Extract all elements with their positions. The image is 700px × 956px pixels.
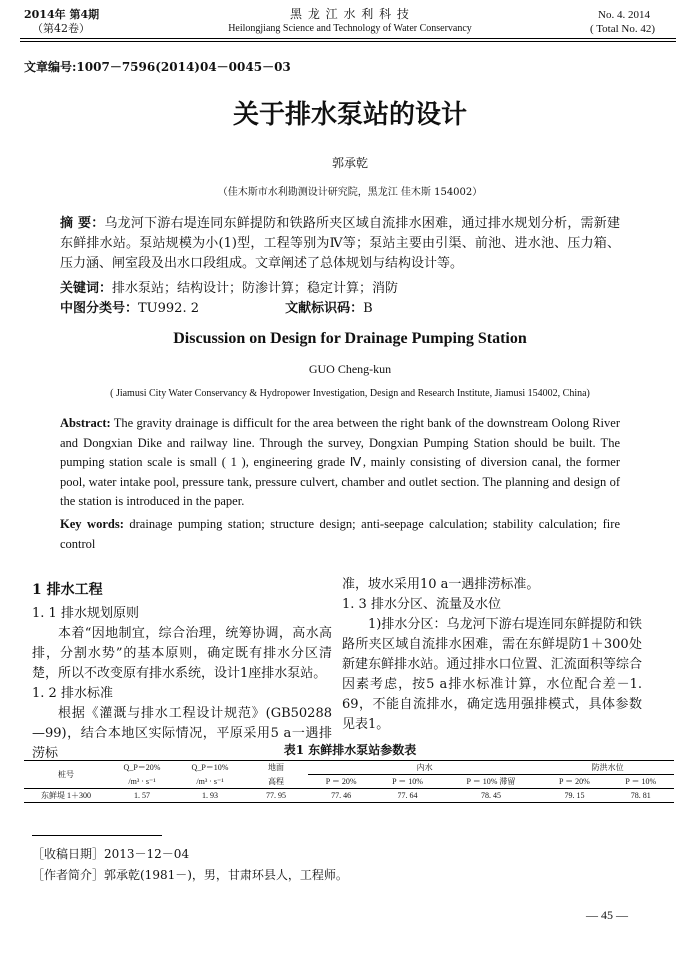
page-number: — 45 — bbox=[586, 908, 628, 922]
header-rule-2 bbox=[20, 41, 676, 42]
section-1-3-text: 1)排水分区：乌龙河下游右堤连同东鲜提防和铁路所夹区域自流排水困难，需在东鲜堤防1＋300处新建东鲜排水站。通过排水口位置、汇流面积等综合因素考虑，按5 a排水标准计算，水位配合差－1. 69，不能自流排水，确定选用强排模式，具体参数见表1。 bbox=[342, 617, 642, 732]
th-sub: P ＝ 10% bbox=[374, 775, 440, 789]
section-1-3-heading: 1. 3 排水分区、流量及水位 bbox=[342, 597, 501, 612]
header-volume-en: ( Total No. 42) bbox=[590, 23, 656, 35]
table-cell: 78. 45 bbox=[480, 791, 501, 800]
th-flood-level: 防洪水位 bbox=[541, 761, 674, 775]
header-volume: （第42卷） bbox=[32, 22, 90, 35]
doc-code-label: 文献标识码： bbox=[285, 301, 364, 316]
abstract-cn bbox=[60, 214, 620, 274]
th-inner-water: 内水 bbox=[308, 761, 541, 775]
th-unit-20: /m³ · s⁻¹ bbox=[108, 775, 176, 789]
abstract-cn-text: 乌龙河下游右堤连同东鲜提防和铁路所夹区域自流排水困难，通过排水规划分析，需新建东鲜排水站。泵站规模为小(1)型，工程等别为Ⅳ等；泵站主要由引渠、前池、进水池、压力箱、压力涵、闸室段及出水口段组成。文章阐述了总体规划与结构设计等。 bbox=[60, 216, 620, 271]
table-cell: 78. 81 bbox=[630, 791, 651, 800]
journal-title-cn: 黑 龙 江 水 利 科 技 bbox=[290, 7, 410, 21]
header-rule bbox=[20, 38, 676, 39]
keywords-en bbox=[60, 515, 620, 554]
title-cn: 关于排水泵站的设计 bbox=[232, 100, 467, 130]
section-1-2-heading: 1. 2 排水标准 bbox=[32, 686, 113, 701]
abstract-en-text: The gravity drainage is difficult for the area between the right bank of the downstream Oolong River and Dongxian Dike and railway line. Through the survey, Dongxian Pumping Station should be built. The pumping station scale is small ( 1 ), engineering grade Ⅳ, mainly consisting of diversion canal, the former pool, water intake pool, pressure tank, pressure culvert, chamber and outlet section. The planning and design of the station is introduced in the paper. bbox=[60, 416, 620, 508]
classification bbox=[60, 299, 620, 319]
keywords-cn bbox=[60, 279, 620, 299]
th-unit-10: /m³ · s⁻¹ bbox=[176, 775, 244, 789]
section-1-1-heading: 1. 1 排水规划原则 bbox=[32, 606, 139, 621]
author-en: GUO Cheng-kun bbox=[308, 362, 392, 376]
th-sub: P ＝ 20% bbox=[541, 775, 607, 789]
section-1-1-text: 本着“因地制宜，综合治理，统筹协调，高水高排，分割水势”的基本原则，确定既有排水分区清楚，所以不改变原有排水系统，设计1座排水泵站。 bbox=[32, 626, 332, 681]
clc-label: 中图分类号： bbox=[60, 301, 139, 316]
keywords-cn-text: 排水泵站；结构设计；防渗计算；稳定计算；消防 bbox=[112, 281, 399, 296]
table-cell: 东鲜堤 1＋300 bbox=[41, 791, 91, 800]
table-cell: 77. 64 bbox=[397, 791, 418, 800]
table-cell: 77. 46 bbox=[331, 791, 352, 800]
table-cell: 1. 93 bbox=[202, 791, 218, 800]
th-sub: P ＝ 10% bbox=[608, 775, 674, 789]
affiliation-en: ( Jiamusi City Water Conservancy & Hydropower Investigation, Design and Research Institute, Jiamusi 154002, China) bbox=[110, 388, 590, 399]
th-stake: 桩号 bbox=[24, 761, 108, 789]
received-date: ［收稿日期］2013－12－04 bbox=[32, 847, 190, 861]
header-issue: 2014年 第4期 bbox=[24, 8, 100, 21]
footnote-rule bbox=[32, 835, 162, 836]
th-qp20: Q_P＝20% bbox=[123, 763, 161, 773]
header-issue-en: No. 4. 2014 bbox=[598, 9, 650, 21]
doc-code-value: B bbox=[363, 301, 373, 316]
section-1-heading: 1 排水工程 bbox=[32, 582, 103, 598]
keywords-cn-label: 关键词： bbox=[60, 281, 113, 296]
author-bio: ［作者简介］郭承乾(1981－)，男，甘肃环县人，工程师。 bbox=[32, 868, 348, 882]
keywords-en-label: Key words: bbox=[60, 517, 124, 531]
th-elevation: 高程 bbox=[244, 775, 308, 789]
title-en: Discussion on Design for Drainage Pumping Station bbox=[173, 330, 527, 347]
table-1 bbox=[24, 760, 674, 803]
article-id: 文章编号:1007－7596(2014)04－0045－03 bbox=[24, 60, 291, 74]
author-cn: 郭承乾 bbox=[331, 156, 368, 170]
right-col-continued: 准，坡水采用10 a一遇排涝标准。 bbox=[342, 577, 540, 592]
keywords-en-text: drainage pumping station; structure design; anti-seepage calculation; stability calculation; fire control bbox=[60, 517, 620, 551]
abstract-cn-label: 摘 要： bbox=[60, 216, 105, 231]
th-sub: P ＝ 10% 滞留 bbox=[441, 775, 542, 789]
th-ground: 地面 bbox=[268, 763, 284, 773]
table-caption: 表1 东鲜排水泵站参数表 bbox=[283, 743, 417, 757]
journal-title-en: Heilongjiang Science and Technology of Water Conservancy bbox=[228, 23, 472, 34]
table-row bbox=[24, 789, 674, 803]
section-1-2-text: 根据《灌溉与排水工程设计规范》(GB50288—99)，结合本地区实际情况，平原采用5 a一遇排涝标 bbox=[32, 706, 332, 761]
table-cell: 1. 57 bbox=[134, 791, 150, 800]
th-sub: P ＝ 20% bbox=[308, 775, 374, 789]
abstract-en bbox=[60, 414, 620, 512]
table-cell: 79. 15 bbox=[564, 791, 585, 800]
table-cell: 77. 95 bbox=[266, 791, 286, 800]
clc-value: TU992. 2 bbox=[138, 301, 199, 316]
th-qp10: Q_P＝10% bbox=[191, 763, 229, 773]
affiliation-cn: （佳木斯市水利勘测设计研究院，黑龙江 佳木斯 154002） bbox=[217, 187, 483, 198]
abstract-en-label: Abstract: bbox=[60, 416, 111, 430]
